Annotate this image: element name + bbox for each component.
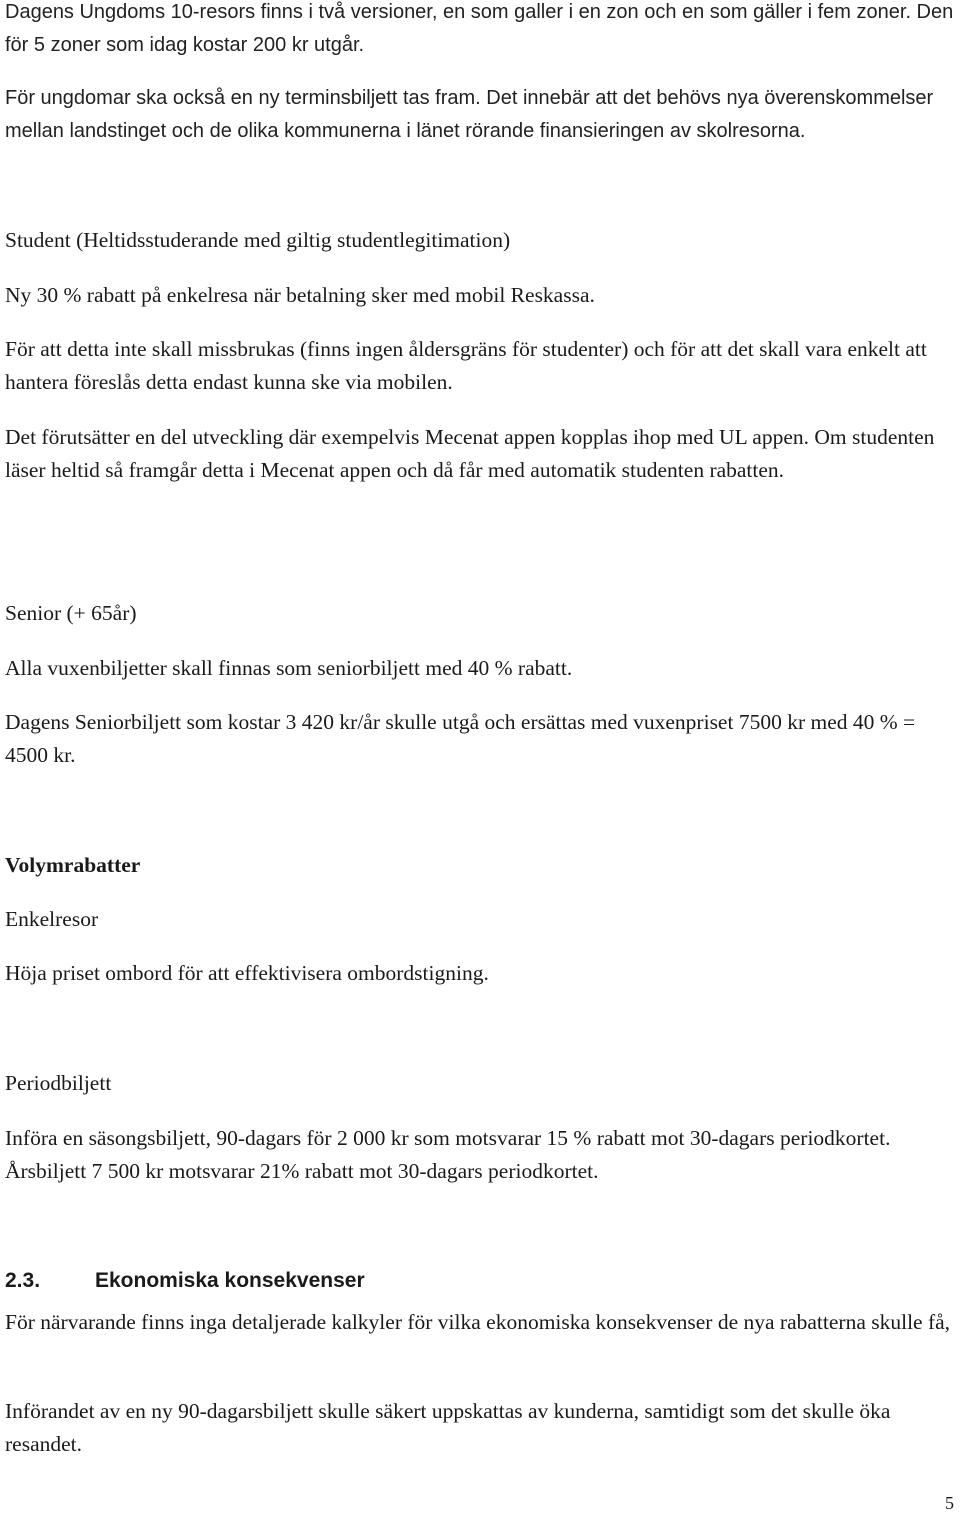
- paragraph-ombord: Höja priset ombord för att effektivisera ombordstigning.: [5, 961, 489, 985]
- paragraph-90-dagarsbiljett: Införandet av en ny 90-dagarsbiljett skulle säkert uppskattas av kunderna, samtidigt som det skulle öka resandet.: [5, 1399, 891, 1456]
- paragraph-seniorbiljett-pris: Dagens Seniorbiljett som kostar 3 420 kr/år skulle utgå och ersättas med vuxenpriset 7500 kr med 40 % = 4500 kr.: [5, 710, 916, 767]
- section-heading-ekonomiska-konsekvenser: [5, 1264, 365, 1297]
- heading-senior: Senior (+ 65år): [5, 601, 137, 625]
- paragraph-sasongsbiljett: Införa en säsongsbiljett, 90-dagars för 2 000 kr som motsvarar 15 % rabatt mot 30-dagars periodkortet. Årsbiljett 7 500 kr motsvarar 21% rabatt mot 30-dagars periodkortet.: [5, 1126, 891, 1183]
- page-number: 5: [945, 1493, 954, 1513]
- paragraph-kalkyler: För närvarande finns inga detaljerade kalkyler för vilka ekonomiska konsekvenser de nya rabatterna skulle få,: [5, 1310, 951, 1334]
- heading-periodbiljett: Periodbiljett: [5, 1071, 112, 1095]
- paragraph-seniorbiljett-rabatt: Alla vuxenbiljetter skall finnas som seniorbiljett med 40 % rabatt.: [5, 656, 573, 680]
- heading-volymrabatter: Volymrabatter: [5, 853, 141, 877]
- paragraph-missbruk: För att detta inte skall missbrukas (finns ingen åldersgräns för studenter) och för att det skall vara enkelt att hantera föreslås detta endast kunna ske via mobilen.: [5, 337, 927, 394]
- section-title: Ekonomiska konsekvenser: [95, 1269, 365, 1292]
- heading-enkelresor: Enkelresor: [5, 907, 99, 931]
- paragraph-mecenat: Det förutsätter en del utveckling där exempelvis Mecenat appen kopplas ihop med UL appen. Om studenten läser heltid så framgår detta i Mecenat appen och då får med automatik studenten rabatten.: [5, 425, 935, 482]
- paragraph-ungdoms-10-resors: Dagens Ungdoms 10-resors finns i två versioner, en som galler i en zon och en som gäller i fem zoner. Den för 5 zoner som idag kostar 200 kr utgår.: [5, 1, 954, 56]
- section-number: 2.3.: [5, 1269, 41, 1292]
- paragraph-student-rabatt: Ny 30 % rabatt på enkelresa när betalning sker med mobil Reskassa.: [5, 283, 595, 307]
- heading-student: Student (Heltidsstuderande med giltig studentlegitimation): [5, 228, 511, 252]
- paragraph-terminsbiljett: För ungdomar ska också en ny terminsbiljett tas fram. Det innebär att det behövs nya överenskommelser mellan landstinget och de olika kommunerna i länet rörande finansieringen av skolresorna.: [5, 87, 934, 142]
